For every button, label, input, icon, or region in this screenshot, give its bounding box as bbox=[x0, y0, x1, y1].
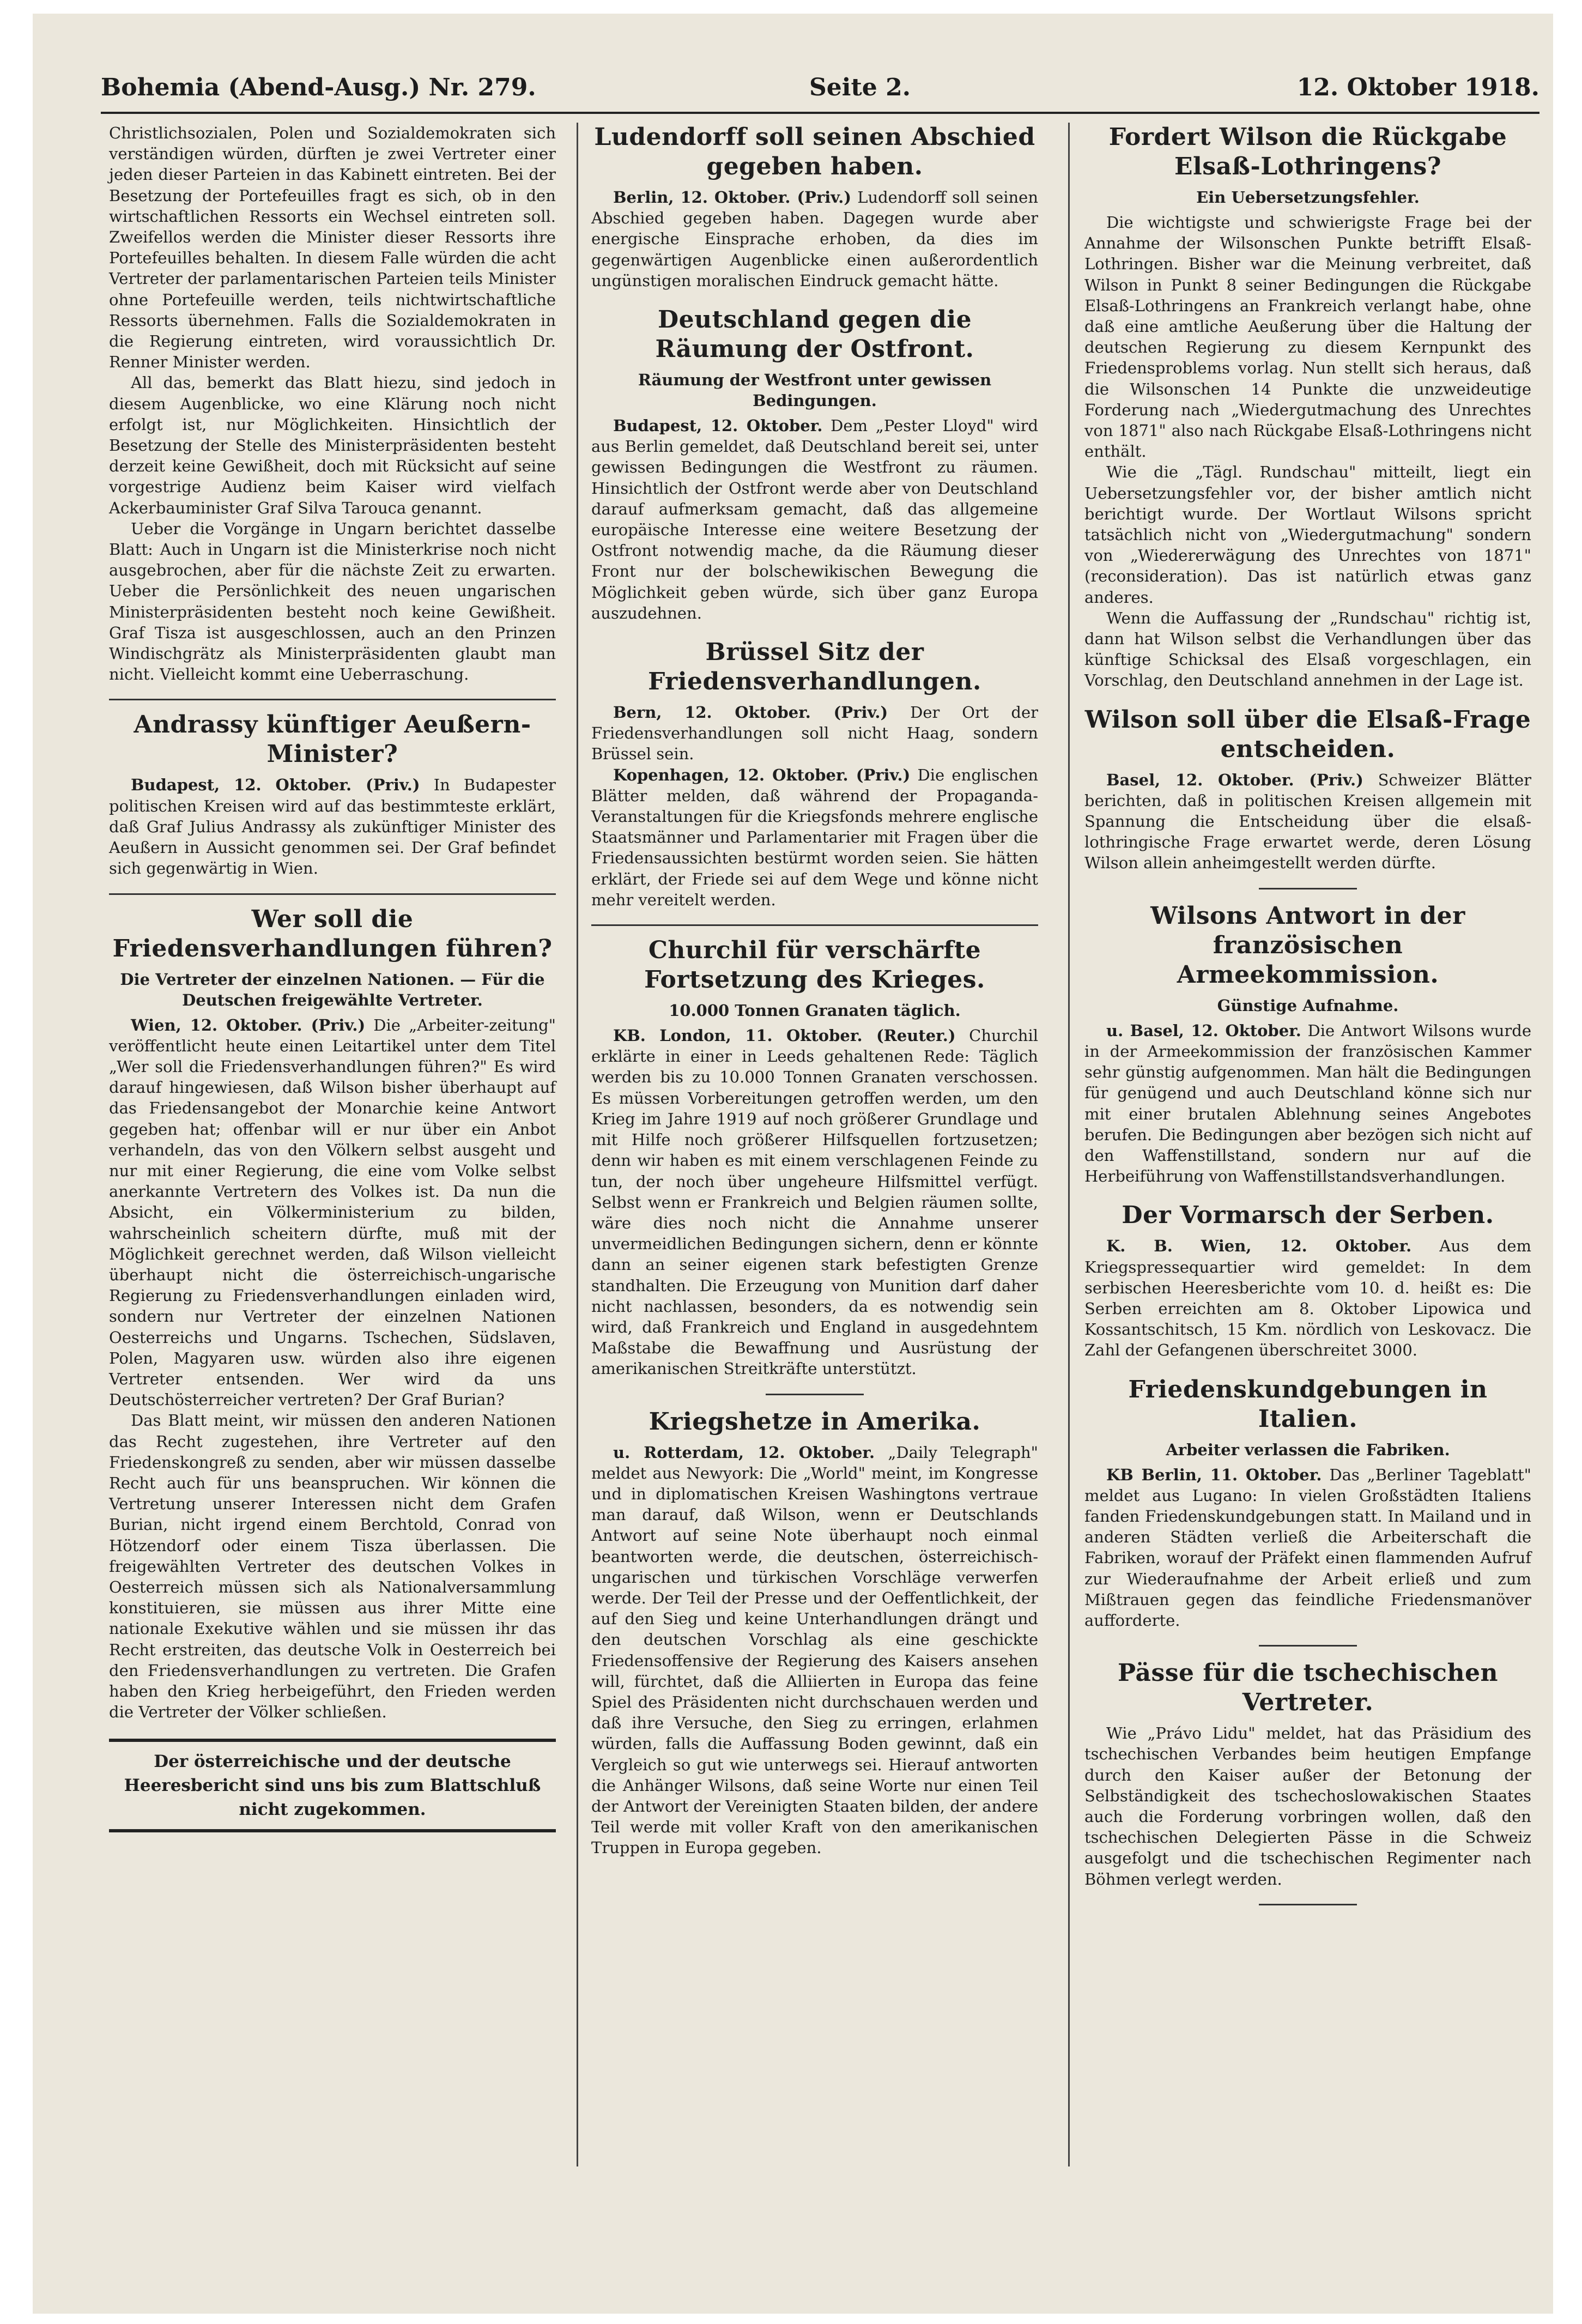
paragraph: Christlichsozialen, Polen und Sozialdemokraten sich verständigen würden, dürften je zwei Vertreter einer jeden dieser Parteien in das Kabinett eintreten. Bei der Besetzung der Portefeuilles fragt es sich, ob in den wirtschaftlichen Ressorts ein Wechsel eintreten soll. Zweifellos werden die Minister dieser Ressorts ihre Portefeuilles behalten. In diesem Falle würden die acht Vertreter der parlamentarischen Parteien teils Minister ohne Portefeuille werden, teils nichtwirtschaftliche Ressorts übernehmen. Falls die Sozialdemokraten in die Regierung eintreten, wird voraussichtlich Dr. Renner Minister werden. bbox=[109, 124, 556, 372]
dateline: Kopenhagen, 12. Oktober. (Priv.) bbox=[613, 765, 911, 784]
article-paesse bbox=[1084, 1659, 1531, 1890]
subheadline: Die Vertreter der einzelnen Nationen. — Für die Deutschen freigewählte Vertreter. bbox=[120, 970, 545, 1009]
subheadline: Günstige Aufnahme. bbox=[1217, 996, 1399, 1015]
divider bbox=[109, 699, 556, 700]
article-serben bbox=[1084, 1201, 1531, 1360]
dateline: u. Rotterdam, 12. Oktober. bbox=[613, 1443, 875, 1462]
article-armeekommission bbox=[1084, 901, 1531, 1187]
headline: Deutschland gegen die Räumung der Ostfront. bbox=[655, 306, 974, 364]
article-elsassfrage bbox=[1084, 705, 1531, 874]
divider bbox=[1259, 888, 1357, 889]
article-text: Der Ort der Friedensverhandlungen soll nicht Haag, sondern Brüssel sein. bbox=[591, 703, 1039, 764]
paragraph: Die wichtigste und schwierigste Frage bei der Annahme der Wilsonschen Punkte betrifft Elsaß-Lothringen. Bisher war die Meinung verbreitet, daß Wilson in Punkt 8 seiner Bedingungen die Rückgabe Elsaß-Lothringens an Frankreich verlangt habe, ohne daß eine amtliche Aeußerung über die Haltung der deutschen Regierung zu diesem Kernpunkt des Friedensproblems vorlag. Nun stellt sich heraus, daß die Wilsonschen 14 Punkte die unzweideutige Forderung nach „Wiedergutmachung des Unrechtes von 1871" also nach Rückgabe Elsaß-Lothringens nicht enthält. bbox=[1084, 213, 1531, 461]
article-text: Dem „Pester Lloyd" wird aus Berlin gemeldet, daß Deutschland bereit sei, unter gewissen Bedingungen die Westfront zu räumen. Hinsichtlich der Ostfront werde aber von Deutschland darauf aufmerksam gemacht, daß das allgemeine europäische Interesse eine weitere Besetzung der Ostfront notwendig mache, da die Räumung dieser Front nur der bolschewikischen Bewegung die Möglichkeit geben würde, sich über ganz Europa auszudehnen. bbox=[591, 416, 1039, 622]
article-friedensverhandlungen bbox=[109, 905, 556, 1723]
headline: Churchil für verschärfte Fortsetzung des Krieges. bbox=[644, 936, 985, 994]
headline: Fordert Wilson die Rückgabe Elsaß-Lothringens? bbox=[1108, 123, 1507, 180]
article-text: „Daily Telegraph" meldet aus Newyork: Die „World" meint, im Kongresse und in diplomatischen Kreisen Washingtons vertraue man darauf, daß Wilson, wenn er Deutschlands Antwort auf seine Note überhaupt noch einmal beantworten werde, die deutschen, österreichisch-ungarischen und türkischen Vorschläge verwerfen werde. Der Teil der Presse und der Oeffentlichkeit, der auf den Sieg und keine Unterhandlungen drängt und den deutschen Vorschlag als eine geschickte Friedensoffensive der Regierung des Kaisers ansehen will, fürchtet, daß die Alliierten in Europa das feine Spiel des Präsidenten nicht durchschauen werden und daß ihre Versuche, den Sieg zu erringen, erlahmen würden, falls die Auffassung Boden gewinnt, daß ein Vergleich so gut wie unterwegs sei. Hierauf antworten die Anhänger Wilsons, daß seine Worte nur einen Teil der Antwort der Vereinigten Staaten bilden, der andere Teil werde mit voller Kraft von den amerikanischen Truppen in Europa gegeben. bbox=[591, 1443, 1039, 1857]
headline: Kriegshetze in Amerika. bbox=[648, 1407, 981, 1436]
column-divider bbox=[1068, 123, 1070, 2166]
article-ostfront bbox=[591, 305, 1038, 624]
article-kriegshetze bbox=[591, 1407, 1038, 1859]
article-text: In Budapester politischen Kreisen wird auf das bestimmteste erklärt, daß Graf Julius Andrassy als zukünftiger Minister des Aeußern in Aussicht genommen sei. Der Graf befindet sich gegenwärtig in Wien. bbox=[109, 776, 556, 878]
headline: Pässe für die tschechischen Vertreter. bbox=[1118, 1659, 1498, 1717]
article-italien bbox=[1084, 1375, 1531, 1631]
dateline: Bern, 12. Oktober. (Priv.) bbox=[613, 703, 888, 722]
dateline: Berlin, 12. Oktober. (Priv.) bbox=[613, 188, 852, 207]
paragraph: Das Blatt meint, wir müssen den anderen Nationen das Recht zugestehen, ihre Vertreter auf den Friedenskongreß zu senden, aber wir müssen dasselbe Recht auch für uns beanspruchen. Wir können die Vertretung unserer Interessen nicht dem Grafen Burian, nicht irgend einem Berchtold, Conrad von Hötzendorf oder einem Tisza überlassen. Die freigewählten Vertreter des deutschen Volkes in Oesterreich müssen sich als Nationalversammlung konstituieren, sie müssen aus ihrer Mitte eine nationale Exekutive wählen und sie müssen ihr das Recht erstreiten, das deutsche Volk in Oesterreich bei den Friedensverhandlungen zu vertreten. Die Grafen haben den Krieg herbeigeführt, den Frieden werden die Vertreter der Völker schließen. bbox=[109, 1411, 556, 1722]
divider bbox=[1259, 1645, 1357, 1647]
paragraph: Ueber die Vorgänge in Ungarn berichtet dasselbe Blatt: Auch in Ungarn ist die Ministerkrise noch nicht ausgebrochen, aber für die nächste Zeit zu erwarten. Ueber die Persönlichkeit des neuen ungarischen Ministerpräsidenten besteht noch keine Gewißheit. Graf Tisza ist ausgeschlossen, auch an den Prinzen Windischgrätz als Ministerpräsidenten glaubt man nicht. Vielleicht kommt eine Ueberraschung. bbox=[109, 519, 556, 684]
headline: Der Vormarsch der Serben. bbox=[1122, 1201, 1494, 1230]
article-continuation bbox=[109, 123, 556, 685]
page-number: Seite 2. bbox=[809, 74, 911, 101]
dateline: KB. London, 11. Oktober. (Reuter.) bbox=[613, 1026, 956, 1045]
headline: Wer soll die Friedensverhandlungen führen? bbox=[112, 905, 553, 963]
masthead-title: Bohemia (Abend-Ausg.) Nr. 279. bbox=[101, 74, 536, 101]
headline: Wilson soll über die Elsaß-Frage entscheiden. bbox=[1084, 705, 1531, 763]
paragraph: Wie die „Tägl. Rundschau" mitteilt, liegt ein Uebersetzungsfehler vor, der bisher amtlich nicht berichtigt wurde. Der Wortlaut Wilsons spricht tatsächlich nicht von „Wiedergutmachung" sondern von „Wiedererwägung des Unrechtes von 1871" (reconsideration). Das ist natürlich etwas ganz anderes. bbox=[1084, 463, 1531, 607]
article-text: Die Antwort Wilsons wurde in der Armeekommission der französischen Kammer sehr günstig aufgenommen. Man hält die Bedingungen für genügend und auch Deutschland könne sich nur mit einer brutalen Ablehnung seines Angebotes berufen. Die Bedingungen aber bezögen sich nicht auf den Waffenstillstand, sondern nur auf die Herbeiführung von Waffenstillstandsverhandlungen. bbox=[1084, 1021, 1531, 1186]
notice-box bbox=[109, 1739, 556, 1832]
article-text: Churchil erklärte in einer in Leeds gehaltenen Rede: Täglich werden bis zu 10.000 Tonnen Granaten verschossen. Es müssen Vorbereitungen getroffen werden, um den Krieg im Jahre 1919 auf noch größerer Grundlage und mit Hilfe noch größerer Hilfsquellen fortzusetzen; denn wir haben es mit einem verschlagenen Feinde zu tun, der noch über ungeheure Hilfsmittel verfügt. Selbst wenn er Frankreich und Belgien räumen sollte, wäre dies noch nicht die Annahme unserer unvermeidlichen Bedingungen sichern, denn er könnte dann an seiner eigenen stark befestigten Grenze standhalten. Die Erzeugung von Munition darf daher nicht nachlassen, besonders, da es notwendig sein wird, daß Frankreich und England in ausgedehntem Maßstabe die Bewaffnung und Ausrüstung der amerikanischen Streitkräfte unterstützt. bbox=[591, 1026, 1038, 1378]
article-elsass bbox=[1084, 123, 1531, 691]
divider bbox=[591, 924, 1038, 926]
headline: Ludendorff soll seinen Abschied gegeben haben. bbox=[594, 123, 1035, 180]
article-ludendorff bbox=[591, 123, 1038, 291]
article-churchill bbox=[591, 936, 1038, 1379]
dateline: KB Berlin, 11. Oktober. bbox=[1106, 1465, 1322, 1484]
column-3 bbox=[1084, 123, 1531, 1917]
subheadline: Ein Uebersetzungsfehler. bbox=[1196, 188, 1420, 207]
subheadline: 10.000 Tonnen Granaten täglich. bbox=[669, 1001, 961, 1020]
divider bbox=[109, 893, 556, 895]
article-bruessel bbox=[591, 638, 1038, 910]
article-andrassy bbox=[109, 710, 556, 879]
dateline: Wien, 12. Oktober. (Priv.) bbox=[131, 1015, 366, 1034]
article-text: Die „Arbeiter-zeitung" veröffentlicht heute einen Leitartikel unter dem Titel „Wer soll die Friedensverhandlungen führen?" Es wird darauf hingewiesen, daß Wilson bisher überhaupt auf das Friedensangebot der Monarchie keine Antwort gegeben hat; offenbar will er nur über ein Anbot verhandeln, das von den Völkern selbst ausgeht und nur mit einer Regierung, die eine vom Volke selbst anerkannte Vertretern des Volkes ist. Da nun die Absicht, ein Völkerministerium zu bilden, wahrscheinlich scheitern dürfte, muß mit der Möglichkeit gerechnet werden, daß Wilson vielleicht überhaupt nicht die österreichisch-ungarische Regierung zu Friedensverhandlungen einladen wird, sondern nur Vertreter der einzelnen Nationen Oesterreichs und Ungarns. Tschechen, Südslaven, Polen, Magyaren usw. würden also ihre eigenen Vertreter entsenden. Wer wird da uns Deutschösterreicher vertreten? Der Graf Burian? bbox=[109, 1015, 556, 1409]
article-text: Das „Berliner Tageblatt" meldet aus Lugano: In vielen Großstädten Italiens fanden Friedenskundgebungen statt. In Mailand und in anderen Städten verließ die Arbeiterschaft die Fabriken, worauf der Präfekt einen flammenden Aufruf zur Wiederaufnahme der Arbeit erließ und zum Mißtrauen gegen das feindliche Friedensmanöver aufforderte. bbox=[1084, 1465, 1532, 1630]
headline: Friedenskundgebungen in Italien. bbox=[1128, 1375, 1488, 1433]
headline: Brüssel Sitz der Friedensverhandlungen. bbox=[648, 638, 981, 696]
issue-date: 12. Oktober 1918. bbox=[1296, 74, 1539, 101]
dateline: Basel, 12. Oktober. (Priv.) bbox=[1106, 770, 1363, 789]
dateline: Budapest, 12. Oktober. bbox=[613, 416, 823, 435]
article-text: Aus dem Kriegspressequartier wird gemeldet: In dem serbischen Heeresberichte vom 10. d. heißt es: Die Serben erreichten am 8. Oktober Lipowica und Kossantschitsch, 15 Km. nördlich von Leskovacz. Die Zahl der Gefangenen überschreitet 3000. bbox=[1084, 1237, 1532, 1360]
divider bbox=[766, 1394, 864, 1395]
headline: Andrassy künftiger Aeußern-Minister? bbox=[134, 711, 531, 768]
heeresbericht-notice: Der österreichische und der deutsche Heeresbericht sind uns bis zum Blattschluß nicht zugekommen. bbox=[124, 1752, 541, 1820]
subheadline: Räumung der Westfront unter gewissen Bedingungen. bbox=[638, 371, 992, 410]
header-rule bbox=[101, 112, 1539, 114]
headline: Wilsons Antwort in der französischen Armeekommission. bbox=[1150, 901, 1465, 989]
paragraph: Wenn die Auffassung der „Rundschau" richtig ist, dann hat Wilson selbst die Verhandlungen über das künftige Schicksal des Elsaß vorgeschlagen, ein Vorschlag, den Deutschland annehmen in der Lage ist. bbox=[1084, 608, 1531, 690]
column-1 bbox=[109, 123, 556, 1832]
dateline: Budapest, 12. Oktober. (Priv.) bbox=[131, 776, 420, 795]
dateline: u. Basel, 12. Oktober. bbox=[1106, 1021, 1301, 1040]
paragraph: All das, bemerkt das Blatt hiezu, sind jedoch in diesem Augenblicke, wo eine Klärung noch nicht erfolgt ist, nur Möglichkeiten. Hinsichtlich der Besetzung der Stelle des Ministerpräsidenten besteht derzeit keine Gewißheit, doch mit Rücksicht auf seine vorgestrige Audienz beim Kaiser wird vielfach Ackerbauminister Graf Silva Tarouca genannt. bbox=[109, 373, 556, 517]
dateline: K. B. Wien, 12. Oktober. bbox=[1106, 1237, 1412, 1256]
column-2 bbox=[591, 123, 1038, 1873]
article-text: Ludendorff soll seinen Abschied gegeben haben. Dagegen wurde aber energische Einsprache erhoben, da dies im gegenwärtigen Augenblicke einen außerordentlich ungünstigen moralischen Eindruck gemacht hätte. bbox=[591, 188, 1039, 290]
subheadline: Arbeiter verlassen die Fabriken. bbox=[1166, 1440, 1450, 1459]
divider bbox=[1259, 1904, 1357, 1905]
article-text: Schweizer Blätter berichten, daß in politischen Kreisen allgemein mit Spannung die Entscheidung über die elsaß-lothringische Frage erwartet werde, deren Lösung Wilson allein anheimgestellt werden dürfte. bbox=[1084, 770, 1532, 873]
column-divider bbox=[577, 123, 578, 2166]
paragraph: Wie „Právo Lidu" meldet, hat das Präsidium des tschechischen Verbandes beim heutigen Empfange durch den Kaiser außer der Betonung der Selbständigkeit des tschechoslowakischen Staates auch die Forderung vorbringen wollen, daß den tschechischen Delegierten Pässe in die Schweiz ausgefolgt und die tschechischen Regimenter nach Böhmen verlegt werden. bbox=[1084, 1724, 1531, 1889]
page-header bbox=[101, 63, 1539, 112]
article-text: Die englischen Blätter melden, daß während der Propaganda-Veranstaltungen für die Kriegsfonds mehrere englische Staatsmänner und Parlamentarier mit Fragen über die Friedensaussichten bestürmt worden seien. Sie hätten erklärt, der Friede sei auf dem Wege und könne nicht mehr vereitelt werden. bbox=[591, 765, 1038, 909]
